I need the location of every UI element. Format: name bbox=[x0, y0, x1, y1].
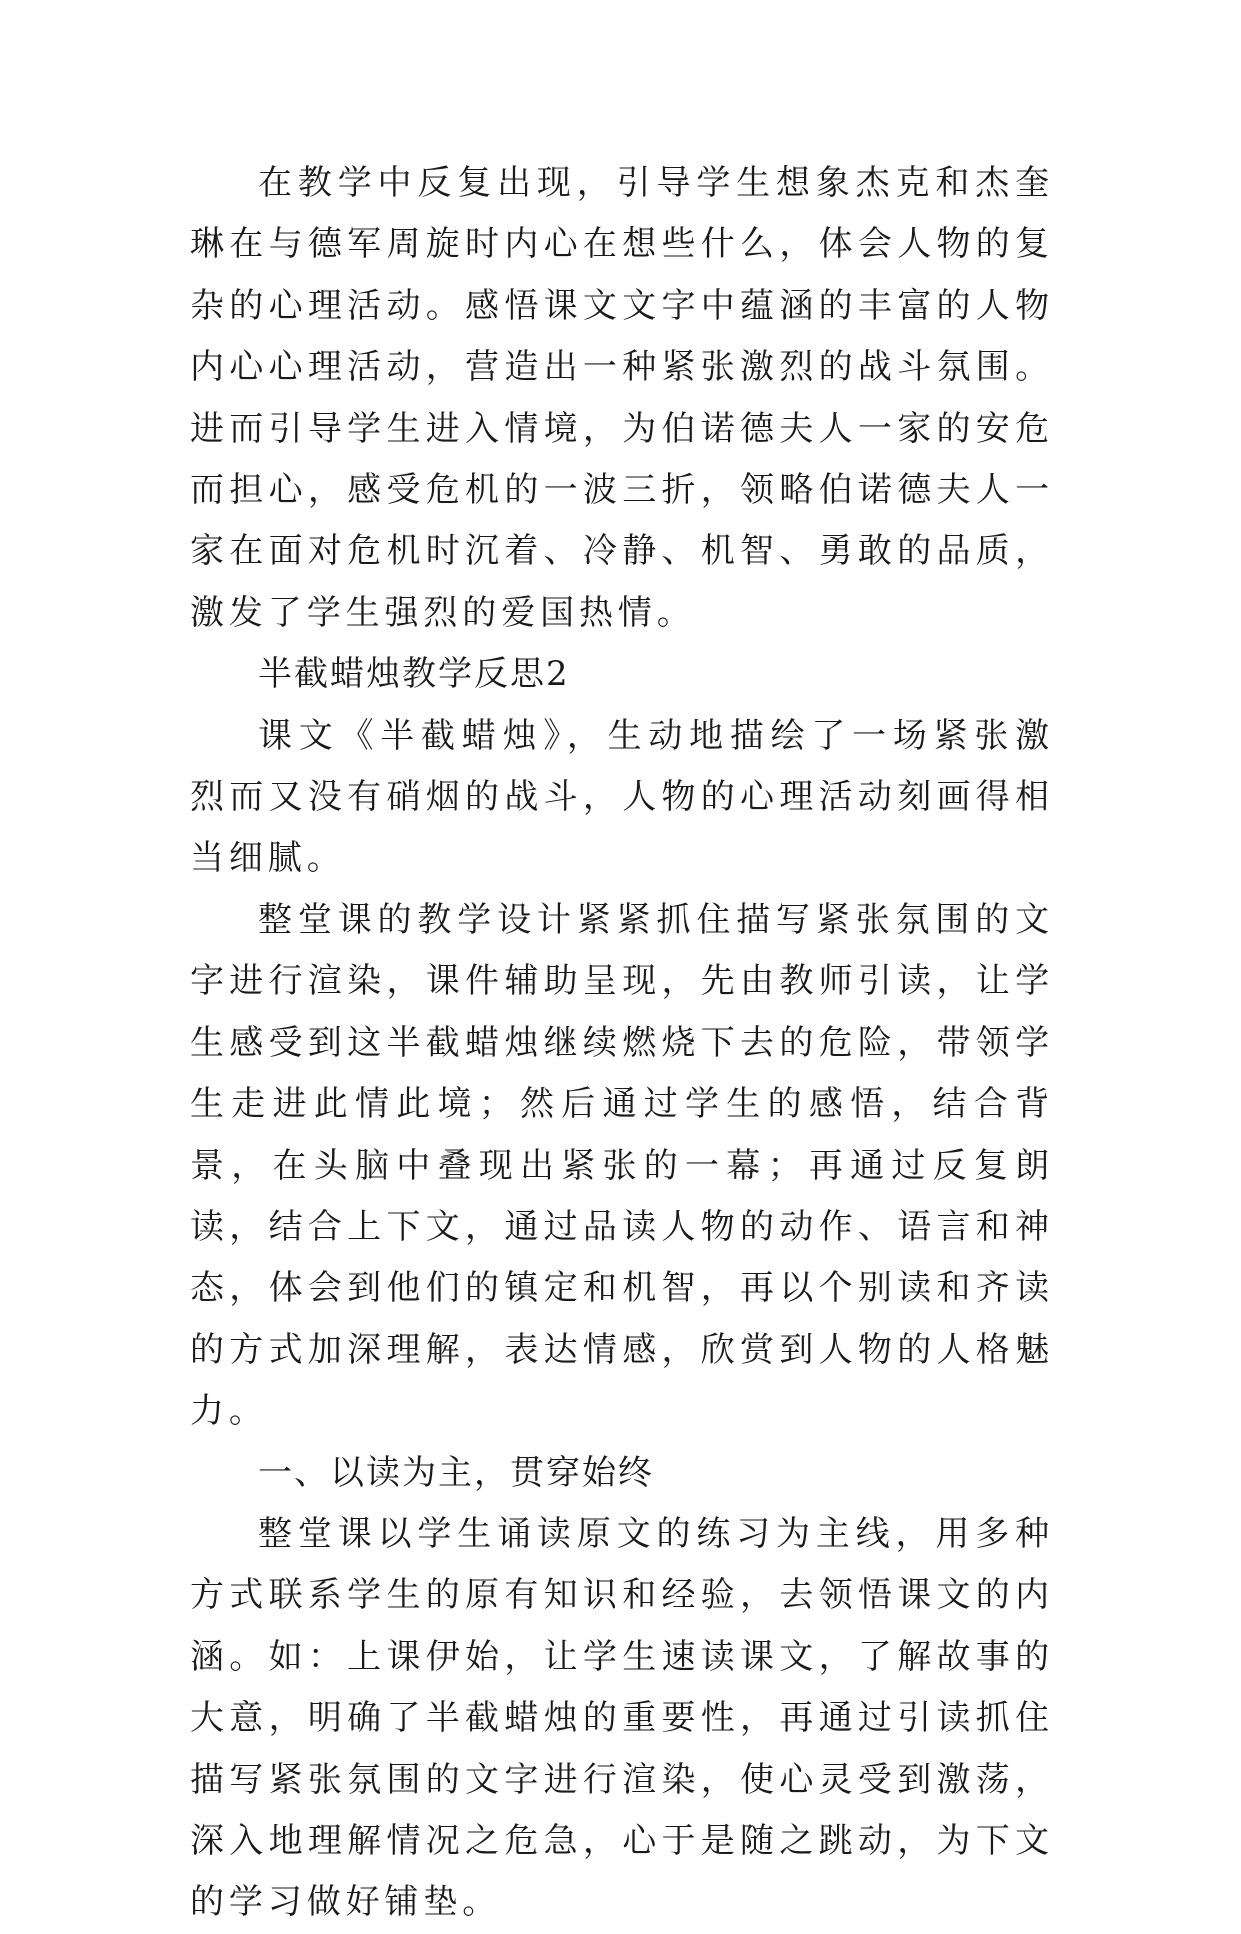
subheading-reading-focus: 一、以读为主，贯穿始终 bbox=[258, 1452, 654, 1493]
paragraph-teaching-reflection-continued: 在教学中反复出现，引导学生想象杰克和杰奎琳在与德军周旋时内心在想些什么，体会人物的复杂的心理活动。感悟课文文字中蕴涵的丰富的人物内心心理活动，营造出一种紧张激烈的战斗氛围。进而引导学生进入情境，为伯诺德夫人一家的安危而担心，感受危机的一波三折，领略伯诺德夫人一家在面对危机时沉着、冷静、机智、勇敢的品质，激发了学生强烈的爱国热情。 bbox=[190, 163, 1054, 633]
paragraph-reading-practice: 整堂课以学生诵读原文的练习为主线，用多种方式联系学生的原有知识和经验，去领悟课文的内涵。如：上课伊始，让学生速读课文，了解故事的大意，明确了半截蜡烛的重要性，再通过引读抓住描写紧张氛围的文字进行渲染，使心灵受到激荡，深入地理解情况之危急，心于是随之跳动，为下文的学习做好铺垫。 bbox=[190, 1513, 1054, 1923]
paragraph-text-intro: 课文《半截蜡烛》，生动地描绘了一场紧张激烈而又没有硝烟的战斗，人物的心理活动刻画得相当细腻。 bbox=[190, 715, 1054, 879]
section-title: 半截蜡烛教学反思2 bbox=[258, 654, 570, 695]
paragraph-lesson-design: 整堂课的教学设计紧紧抓住描写紧张氛围的文字进行渲染，课件辅助呈现，先由教师引读，让学生感受到这半截蜡烛继续燃烧下去的危险，带领学生走进此情此境；然后通过学生的感悟，结合背景，在头脑中叠现出紧张的一幕；再通过反复朗读，结合上下文，通过品读人物的动作、语言和神态，体会到他们的镇定和机智，再以个别读和齐读的方式加深理解，表达情感，欣赏到人物的人格魅力。 bbox=[190, 899, 1054, 1432]
document-body bbox=[190, 153, 1054, 1934]
